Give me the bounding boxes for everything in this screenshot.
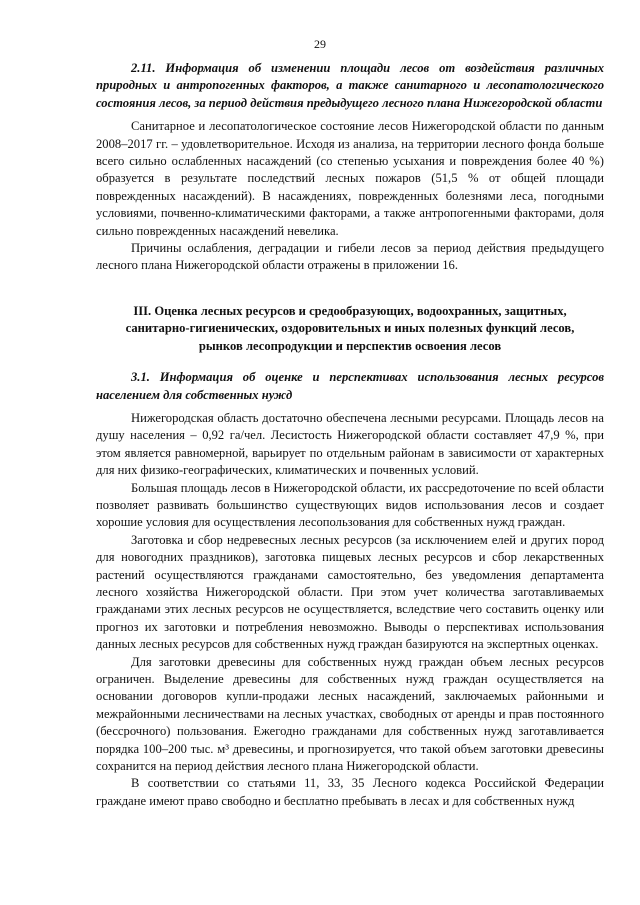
section-2-11-paragraph: Причины ослабления, деградации и гибели лесов за период действия предыдущего лесного плана Нижегородской области отражены в приложении 16.	[96, 241, 604, 273]
section-2-11-paragraph: Санитарное и лесопатологическое состояние лесов Нижегородской области по данным 2008–2017 гг. – удовлетворительное. Исходя из анализа, на территории лесного фонда больше всего сильно ослабленных насаждений (со степенью усыхания и повреждения более 40 %) образуется в результате последствий лесных пожаров (51,5 % от общей площади поврежденных насаждений). В насаждениях, поврежденных болезнями леса, погодными условиями, почвенно-климатическими факторами, а также антропогенными факторами, доля сильно поврежденных насаждений невелика.	[96, 119, 604, 238]
chapter-3-heading: III. Оценка лесных ресурсов и средообразующих, водоохранных, защитных, санитарно-гигиенических, оздоровительных и иных полезных функций лесов, рынков лесопродукции и перспектив освоения лесов	[125, 303, 575, 353]
section-3-1-paragraph: Большая площадь лесов в Нижегородской области, их рассредоточение по всей области позволяет развивать большинство существующих видов использования лесов и создает хорошие условия для осуществления лесопользования для собственных нужд граждан.	[96, 480, 604, 530]
section-3-1-heading: 3.1. Информация об оценке и перспективах использования лесных ресурсов населением для собственных нужд	[96, 370, 604, 402]
section-3-1-paragraph: В соответствии со статьями 11, 33, 35 Лесного кодекса Российской Федерации граждане имеют право свободно и бесплатно пребывать в лесах и для собственных нужд	[96, 776, 604, 808]
section-3-1-paragraph: Для заготовки древесины для собственных нужд граждан объем лесных ресурсов ограничен. Выделение древесины для собственных нужд граждан осуществляется на основании договоров купли-продажи лесных насаждений, заключаемых районными и межрайонными лесничествами на лесных участках, свободных от аренды и прав постоянного (бессрочного) пользования. Ежегодно гражданами для собственных нужд заготавливается порядка 100–200 тыс. м³ древесины, и прогнозируется, что такой объем заготовки древесины сохранится на период действия лесного плана Нижегородской области.	[96, 654, 604, 774]
section-3-1-paragraph: Заготовка и сбор недревесных лесных ресурсов (за исключением елей и других пород для новогодних праздников), заготовка пищевых лесных ресурсов и сбор лекарственных растений осуществляются гражданами самостоятельно, без уведомления департамента лесного хозяйства Нижегородской области. При этом учет количества заготавливаемых гражданами этих лесных ресурсов не осуществляется, вследствие чего составить оценку или прогноз их заготовки и потребления невозможно. Выводы о перспективах использования данных лесных ресурсов для собственных нужд граждан базируются на экспертных оценках.	[96, 532, 604, 652]
section-3-1-paragraph: Нижегородская область достаточно обеспечена лесными ресурсами. Площадь лесов на душу населения – 0,92 га/чел. Лесистость Нижегородской области составляет 47,9 %, при этом является равномерной, варьирует по отдельным районам в зависимости от характерных для них физико-географических, климатических и почвенных условий.	[96, 410, 604, 478]
section-2-11-heading: 2.11. Информация об изменении площади лесов от воздействия различных природных и антропогенных факторов, а также санитарного и лесопатологического состояния лесов, за период действия предыдущего лесного плана Нижегородской области	[96, 61, 604, 110]
page-number: 29	[314, 37, 326, 51]
page-content	[96, 60, 604, 810]
